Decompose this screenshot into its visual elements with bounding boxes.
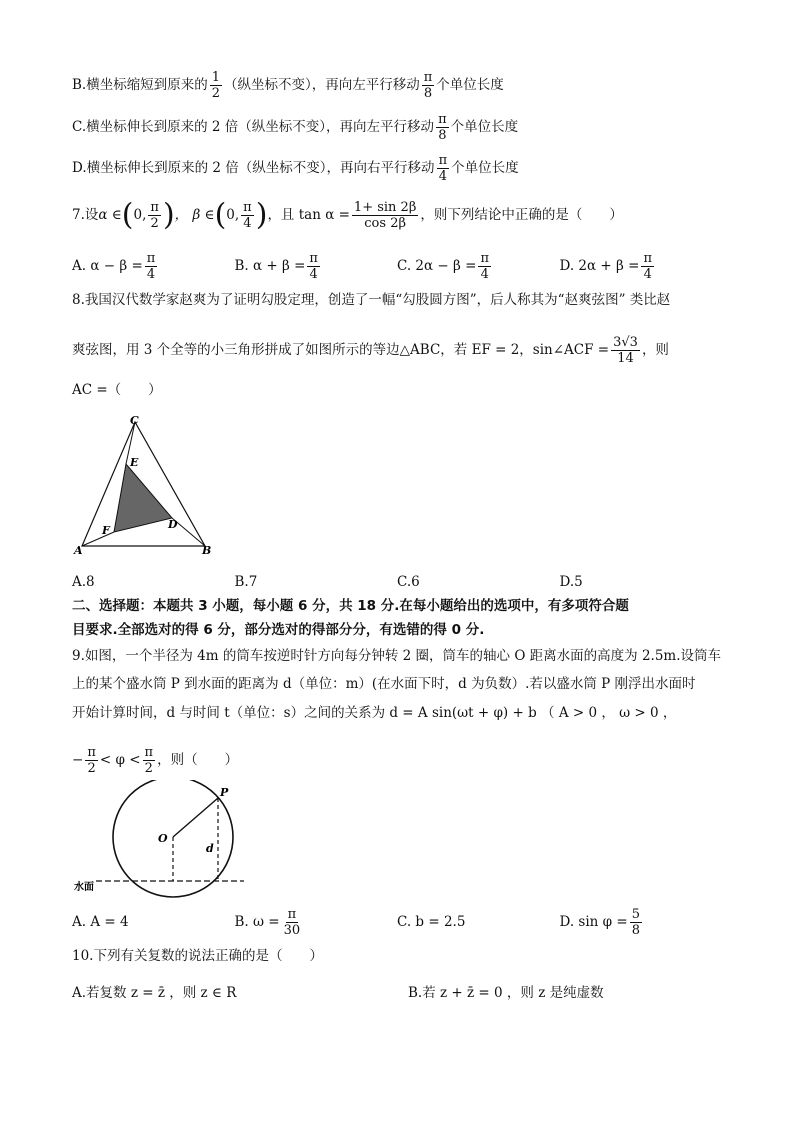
q9-option-a: A. A = 4 bbox=[72, 914, 129, 930]
q7-options bbox=[72, 252, 722, 280]
label-p: P bbox=[220, 786, 229, 799]
fraction: $\frac{\pi}{8}$ bbox=[438, 112, 447, 143]
q9-line-2: 上的某个盛水筒 P 到水面的距离为 d（单位：m）(在水面下时，d 为负数）.若以盛水筒 P 刚浮出水面时 bbox=[72, 676, 696, 692]
shaded-triangle-edf bbox=[114, 464, 172, 532]
label-a: A bbox=[74, 544, 83, 557]
q8-line-3: AC =（ ） bbox=[72, 382, 162, 398]
q9-waterwheel-figure bbox=[72, 780, 252, 902]
label-b: B bbox=[202, 544, 212, 557]
q10-stem: 10.下列有关复数的说法正确的是（ ） bbox=[72, 948, 323, 964]
fraction: $\frac{\pi}{8}$ bbox=[423, 70, 433, 101]
label-c: C bbox=[130, 414, 139, 427]
q6-option-b: B.横坐标缩短到原来的 $\frac{1}{2}$ （纵坐标不变），再向左平行移动 $\frac{\pi}{8}$ 个单位长度 bbox=[72, 70, 504, 101]
fraction: $\frac{3√3}{14}$ bbox=[613, 335, 638, 366]
fraction: $\frac{1}{2}$ bbox=[211, 70, 220, 101]
q9-line-1: 9.如图，一个半径为 4m 的筒车按逆时针方向每分钟转 2 圈，筒车的轴心 O 距离水面的高度为 2.5m.设筒车 bbox=[72, 648, 722, 664]
q9-option-d: D. sin φ = $\frac{5}{8}$ bbox=[559, 906, 640, 938]
q8-line-2: 爽弦图，用 3 个全等的小三角形拼成了如图所示的等边△ABC，若 EF = 2，sin∠ACF = $\frac{3√3}{14}$ ，则 bbox=[72, 335, 669, 366]
q10-option-b: B.若 z + z̄ = 0 ，则 z 是纯虚数 bbox=[408, 985, 604, 1001]
section-2-heading-line-1: 二、选择题：本题共 3 小题，每小题 6 分，共 18 分.在每小题给出的选项中，有多项符合题 bbox=[72, 598, 629, 614]
q8-option-b: B.7 bbox=[234, 574, 258, 590]
q8-option-a: A.8 bbox=[72, 574, 95, 590]
q7-option-b: B. α + β = $\frac{\pi}{4}$ bbox=[234, 250, 318, 282]
q7-option-c: C. 2α − β = $\frac{\pi}{4}$ bbox=[397, 250, 489, 282]
q8-line-1: 8.我国汉代数学家赵爽为了证明勾股定理，创造了一幅“勾股圆方图”，后人称其为“赵爽弦图” 类比赵 bbox=[72, 292, 671, 308]
q9-line-4: − $\frac{\pi}{2}$ < φ < $\frac{\pi}{2}$ ，则（ ） bbox=[72, 745, 239, 776]
q9-line-3: 开始计算时间，d 与时间 t（单位：s）之间的关系为 d = A sin(ωt + φ) + b （ A > 0 ， ω > 0 ， bbox=[72, 705, 677, 721]
section-2-heading-line-2: 目要求.全部选对的得 6 分，部分选对的得部分分，有选错的得 0 分. bbox=[72, 622, 485, 638]
q7-option-d: D. 2α + β = $\frac{\pi}{4}$ bbox=[559, 250, 652, 282]
q8-triangle-figure bbox=[72, 412, 222, 557]
q7-stem: 7.设α ∈(0, $\frac{\pi}{2}$ )， β ∈(0, $\frac{\pi}{4}$ )，且 tan α = $\frac{1+ \sin 2\beta}{\cos 2\beta}$ ，则下列结论中正确的是（ ） bbox=[72, 197, 623, 233]
q8-option-d: D.5 bbox=[559, 574, 583, 590]
label-d: D bbox=[168, 518, 178, 531]
q6-option-d: D.横坐标伸长到原来的 2 倍（纵坐标不变），再向右平行移动 $\frac{\pi}{4}$ 个单位长度 bbox=[72, 153, 519, 184]
q8-options bbox=[72, 568, 722, 596]
label-o: O bbox=[158, 832, 168, 845]
radius-op bbox=[173, 798, 218, 837]
label-e: E bbox=[130, 456, 139, 469]
label-f: F bbox=[102, 524, 110, 537]
label-water: 水面 bbox=[74, 882, 94, 893]
q7-option-a: A. α − β = $\frac{\pi}{4}$ bbox=[72, 250, 156, 282]
q9-options bbox=[72, 908, 722, 936]
fraction: $\frac{\pi}{4}$ bbox=[438, 153, 448, 184]
q10-option-a: A.若复数 z = z̄ ，则 z ∈ R bbox=[72, 985, 237, 1001]
q9-option-b: B. ω = $\frac{\pi}{30}$ bbox=[234, 906, 301, 938]
q9-option-c: C. b = 2.5 bbox=[397, 914, 466, 930]
label-d: d bbox=[206, 842, 214, 855]
q6-option-c: C.横坐标伸长到原来的 2 倍（纵坐标不变），再向左平行移动 $\frac{\pi}{8}$ 个单位长度 bbox=[72, 112, 519, 143]
q8-option-c: C.6 bbox=[397, 574, 420, 590]
